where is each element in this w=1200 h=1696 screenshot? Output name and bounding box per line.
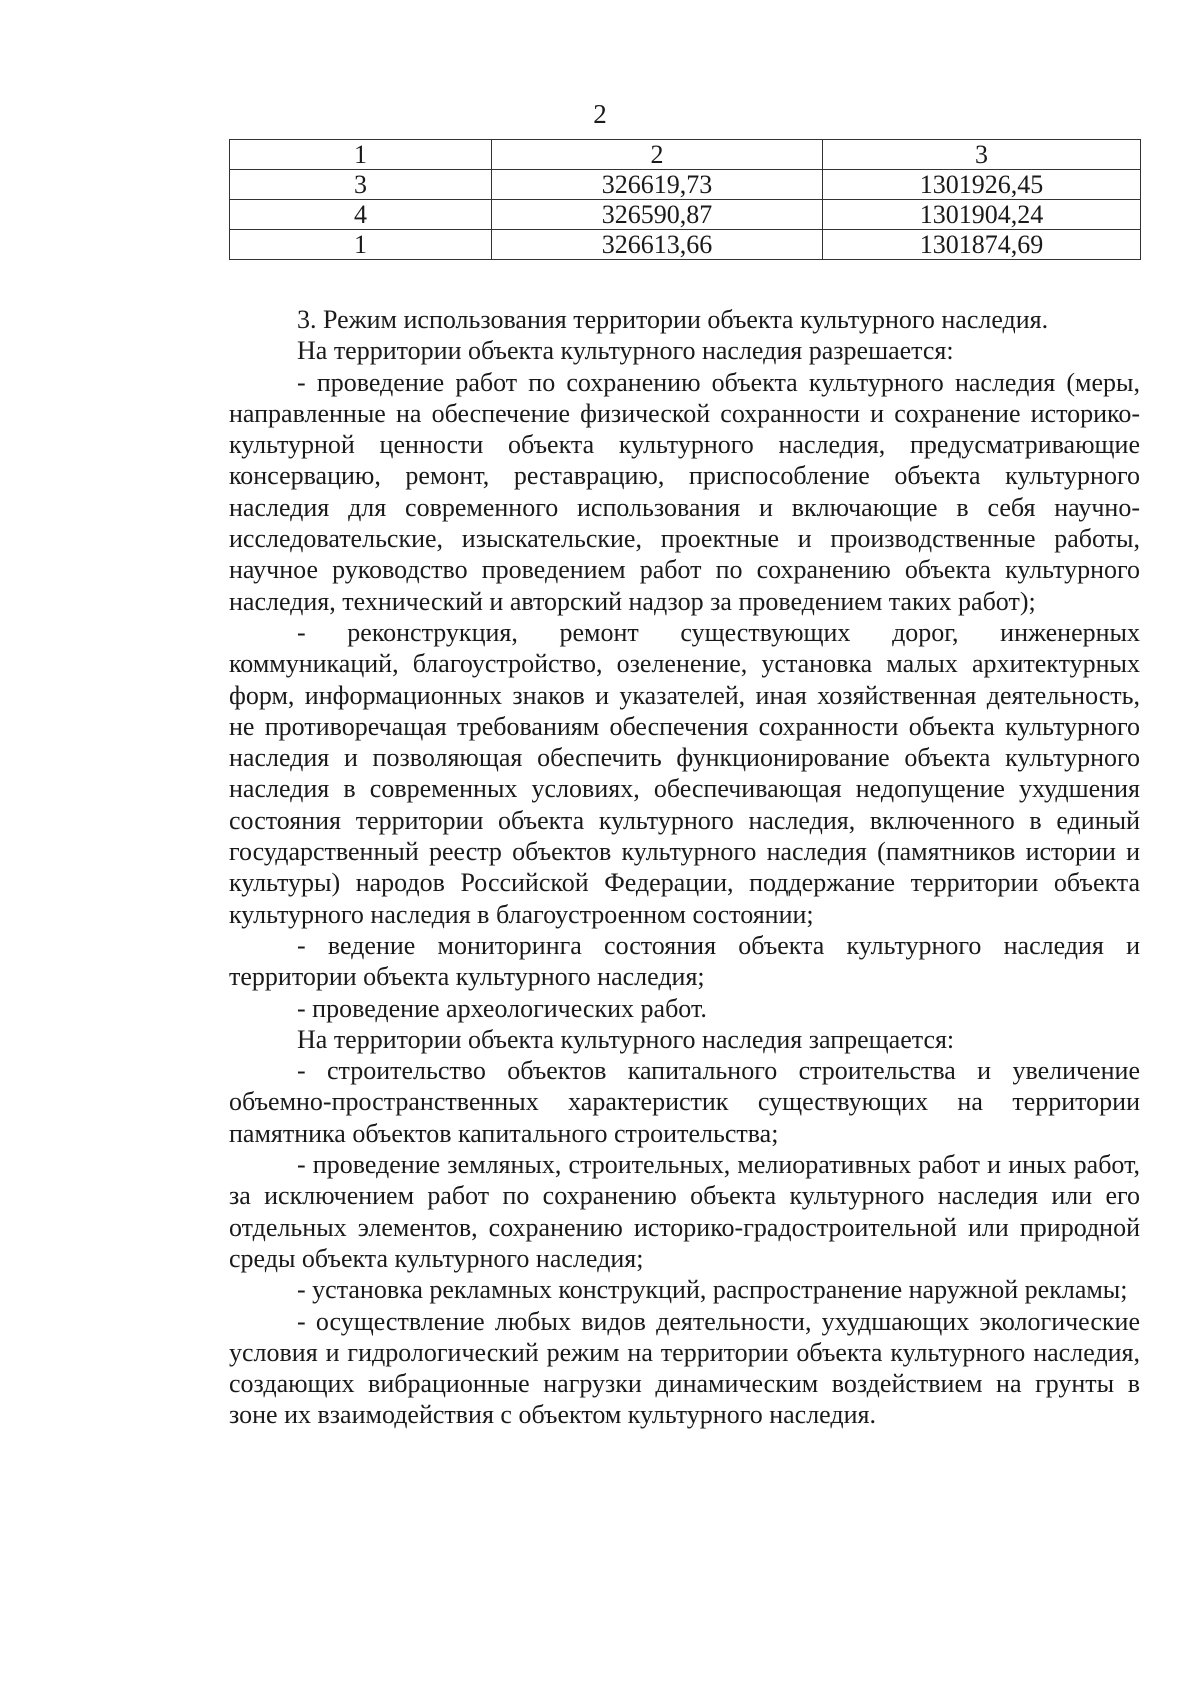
table-header-cell: 3 [823,140,1141,170]
table-row [230,230,1141,260]
table-header-cell: 1 [230,140,492,170]
prohibited-item: - строительство объектов капитального строительства и увеличение объемно-пространственных характеристик существующих на территории памятника объектов капитального строительства; [229,1056,1140,1148]
prohibited-item: - осуществление любых видов деятельности, ухудшающих экологические условия и гидрологический режим на территории объекта культурного наследия, создающих вибрационные нагрузки динамическим воздействием на грунты в зоне их взаимодействия с объектом культурного наследия. [229,1306,1140,1430]
table-row [230,200,1141,230]
page-number: 2 [593,99,607,129]
permitted-intro: На территории объекта культурного наследия разрешается: [297,336,954,366]
table-header-cell: 2 [492,140,823,170]
table-cell: 326613,66 [492,230,823,260]
table-cell: 4 [230,200,492,230]
prohibited-item: - установка рекламных конструкций, распространение наружной рекламы; [297,1275,1128,1305]
table-cell: 1 [230,230,492,260]
permitted-item: - ведение мониторинга состояния объекта культурного наследия и территории объекта культурного наследия; [229,930,1140,992]
permitted-item: - проведение работ по сохранению объекта культурного наследия (меры, направленные на обеспечение физической сохранности и сохранение историко-культурной ценности объекта культурного наследия, предусматривающие консервацию, ремонт, реставрацию, приспособление объекта культурного наследия для современного использования и включающие в себя научно-исследовательские, изыскательские, проектные и производственные работы, научное руководство проведением работ по сохранению объекта культурного наследия, технический и авторский надзор за проведением таких работ); [229,367,1140,616]
table-cell: 3 [230,170,492,200]
document-body [229,304,1140,1431]
table-cell: 326619,73 [492,170,823,200]
coordinates-table [229,139,1141,260]
table-cell: 1301874,69 [823,230,1141,260]
prohibited-item: - проведение земляных, строительных, мелиоративных работ и иных работ, за исключением работ по сохранению объекта культурного наследия или его отдельных элементов, сохранению историко-градостроительной или природной среды объекта культурного наследия; [229,1150,1140,1273]
table-cell: 1301926,45 [823,170,1141,200]
permitted-item: - проведение археологических работ. [297,993,707,1023]
permitted-item: - реконструкция, ремонт существующих дорог, инженерных коммуникаций, благоустройство, озеленение, установка малых архитектурных форм, информационных знаков и указателей, иная хозяйственная деятельность, не противоречащая требованиям обеспечения сохранности объекта культурного наследия и позволяющая обеспечить функционирование объекта культурного наследия в современных условиях, обеспечивающая недопущение ухудшения состояния территории объекта культурного наследия, включенного в единый государственный реестр объектов культурного наследия (памятников истории и культуры) народов Российской Федерации, поддержание территории объекта культурного наследия в благоустроенном состоянии; [229,617,1140,929]
table-cell: 326590,87 [492,200,823,230]
table-cell: 1301904,24 [823,200,1141,230]
table-header-row [230,140,1141,170]
section-heading: 3. Режим использования территории объекта культурного наследия. [297,305,1049,334]
table-row [230,170,1141,200]
prohibited-intro: На территории объекта культурного наследия запрещается: [297,1024,955,1054]
